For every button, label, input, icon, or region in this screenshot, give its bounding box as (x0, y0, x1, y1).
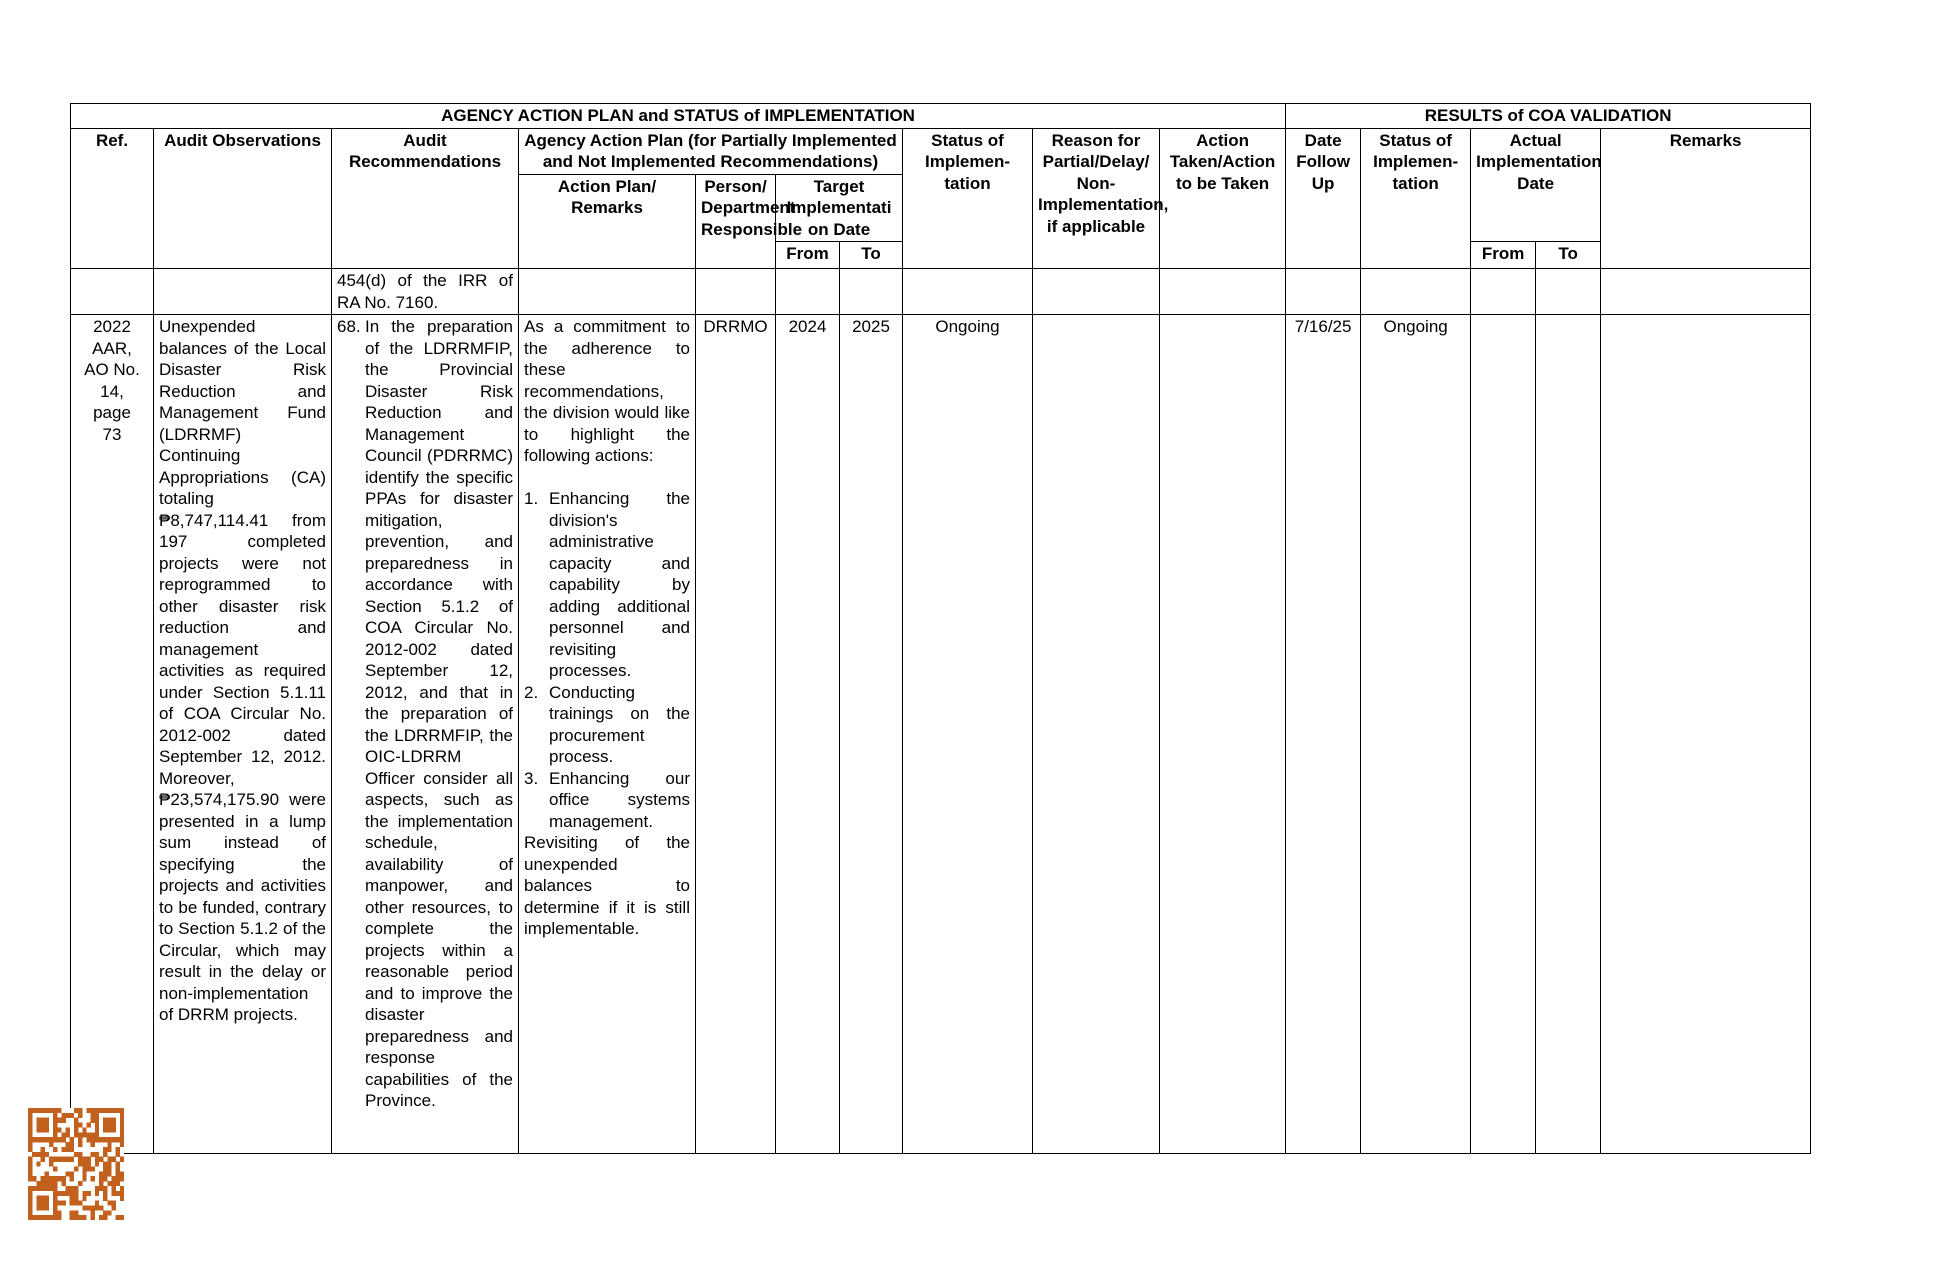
carryover-target-from (776, 269, 840, 315)
header-action-plan-remarks: Action Plan/ Remarks (519, 174, 696, 269)
action-plan-item-text: Enhancing our office systems management. (549, 768, 690, 831)
header-agency-action-plan-group: Agency Action Plan (for Partially Implemented and Not Implemented Recommendations) (519, 128, 903, 174)
cell-audit-recommendations (332, 315, 519, 1154)
header-actual-implementation-date: Actual Implementation Date (1471, 128, 1601, 242)
carryover-date-follow-up (1286, 269, 1361, 315)
section-title-agency: AGENCY ACTION PLAN and STATUS of IMPLEMENTATION (71, 104, 1286, 129)
cell-action-taken (1160, 315, 1286, 1154)
qr-code-image (28, 1108, 124, 1220)
qr-code (28, 1108, 124, 1220)
action-plan-item-text: Enhancing the division's administrative capacity and capability by adding additional personnel and revisiting processes. (549, 489, 690, 680)
action-plan-item-number: 3. (524, 768, 539, 788)
carryover-reason (1033, 269, 1160, 315)
main-data-row (71, 315, 1811, 1154)
cell-target-to: 2025 (840, 315, 903, 1154)
recommendation-number: 68. (337, 317, 361, 336)
carryover-coa-status (1361, 269, 1471, 315)
action-plan-item (524, 768, 690, 833)
audit-action-plan-table (70, 103, 1811, 1154)
action-plan-item (524, 488, 690, 682)
header-action-taken: Action Taken/Action to be Taken (1160, 128, 1286, 269)
carryover-audit-recommendations: 454(d) of the IRR of RA No. 7160. (332, 269, 519, 315)
header-group-row (71, 128, 1811, 174)
header-ref: Ref. (71, 128, 154, 269)
cell-person-department: DRRMO (696, 315, 776, 1154)
cell-audit-observations: Unexpended balances of the Local Disaster Risk Reduction and Management Fund (LDRRMF) Continuing Appropriations (CA) totaling ₱8,747,114.41 from 197 completed projects were not reprogrammed to other disaster risk reduction and management activities as required under Section 5.1.11 of COA Circular No. 2012-002 dated September 12, 2012. Moreover, ₱23,574,175.90 were presented in a lump sum instead of specifying the projects and activities to be funded, contrary to Section 5.1.2 of the Circular, which may result in the delay or non-implementation of DRRM projects. (154, 315, 332, 1154)
carryover-audit-observations (154, 269, 332, 315)
header-actual-to: To (1536, 242, 1601, 269)
carryover-target-to (840, 269, 903, 315)
cell-actual-to (1536, 315, 1601, 1154)
header-audit-observations: Audit Observations (154, 128, 332, 269)
action-plan-item-text: Conducting trainings on the procurement process. (549, 682, 690, 766)
header-person-department: Person/ Department Responsible (696, 174, 776, 269)
recommendation-item (337, 316, 513, 1112)
header-coa-status-of-implementation: Status of Implemen- tation (1361, 128, 1471, 269)
carryover-ref (71, 269, 154, 315)
carryover-remarks (1601, 269, 1811, 315)
carryover-status (903, 269, 1033, 315)
recommendation-text: In the preparation of the LDRRMFIP, the Provincial Disaster Risk Reduction and Management Council (PDRRMC) identify the specific PPAs for disaster mitigation, prevention, and preparedness in accordance with Section 5.1.2 of COA Circular No. 2012-002 dated September 12, 2012, and that in the preparation of the LDRRMFIP, the OIC-LDRRM Officer consider all aspects, such as the implementation schedule, availability of manpower, and other resources, to complete the projects within a reasonable period and to improve the disaster preparedness and response capabilities of the Province. (365, 317, 513, 1110)
header-date-follow-up: Date Follow Up (1286, 128, 1361, 269)
carryover-actual-to (1536, 269, 1601, 315)
section-title-row (71, 104, 1811, 129)
header-actual-from: From (1471, 242, 1536, 269)
carryover-action-taken (1160, 269, 1286, 315)
carryover-actual-from (1471, 269, 1536, 315)
cell-remarks (1601, 315, 1811, 1154)
carryover-person (696, 269, 776, 315)
action-plan-item-number: 2. (524, 682, 539, 702)
header-audit-recommendations: Audit Recommendations (332, 128, 519, 269)
carryover-row (71, 269, 1811, 315)
header-target-to: To (840, 242, 903, 269)
header-target-from: From (776, 242, 840, 269)
action-plan-intro: As a commitment to the adherence to these recommendations, the division would like to highlight the following actions: (524, 317, 690, 465)
cell-target-from: 2024 (776, 315, 840, 1154)
cell-ref: 2022 AAR, AO No. 14, page 73 (71, 315, 154, 1154)
cell-coa-status-of-implementation: Ongoing (1361, 315, 1471, 1154)
cell-status-of-implementation: Ongoing (903, 315, 1033, 1154)
header-reason: Reason for Partial/Delay/ Non- Implementation, if applicable (1033, 128, 1160, 269)
action-plan-item (524, 682, 690, 768)
header-status-of-implementation: Status of Implemen- tation (903, 128, 1033, 269)
cell-reason (1033, 315, 1160, 1154)
header-target-implementation-date: Target Implementati on Date (776, 174, 903, 242)
carryover-action-plan (519, 269, 696, 315)
action-plan-item-number: 1. (524, 489, 539, 508)
header-remarks: Remarks (1601, 128, 1811, 269)
section-title-coa: RESULTS of COA VALIDATION (1286, 104, 1811, 129)
cell-action-plan (519, 315, 696, 1154)
cell-date-follow-up: 7/16/25 (1286, 315, 1361, 1154)
cell-actual-from (1471, 315, 1536, 1154)
action-plan-closing: Revisiting of the unexpended balances to determine if it is still implementable. (524, 833, 690, 938)
